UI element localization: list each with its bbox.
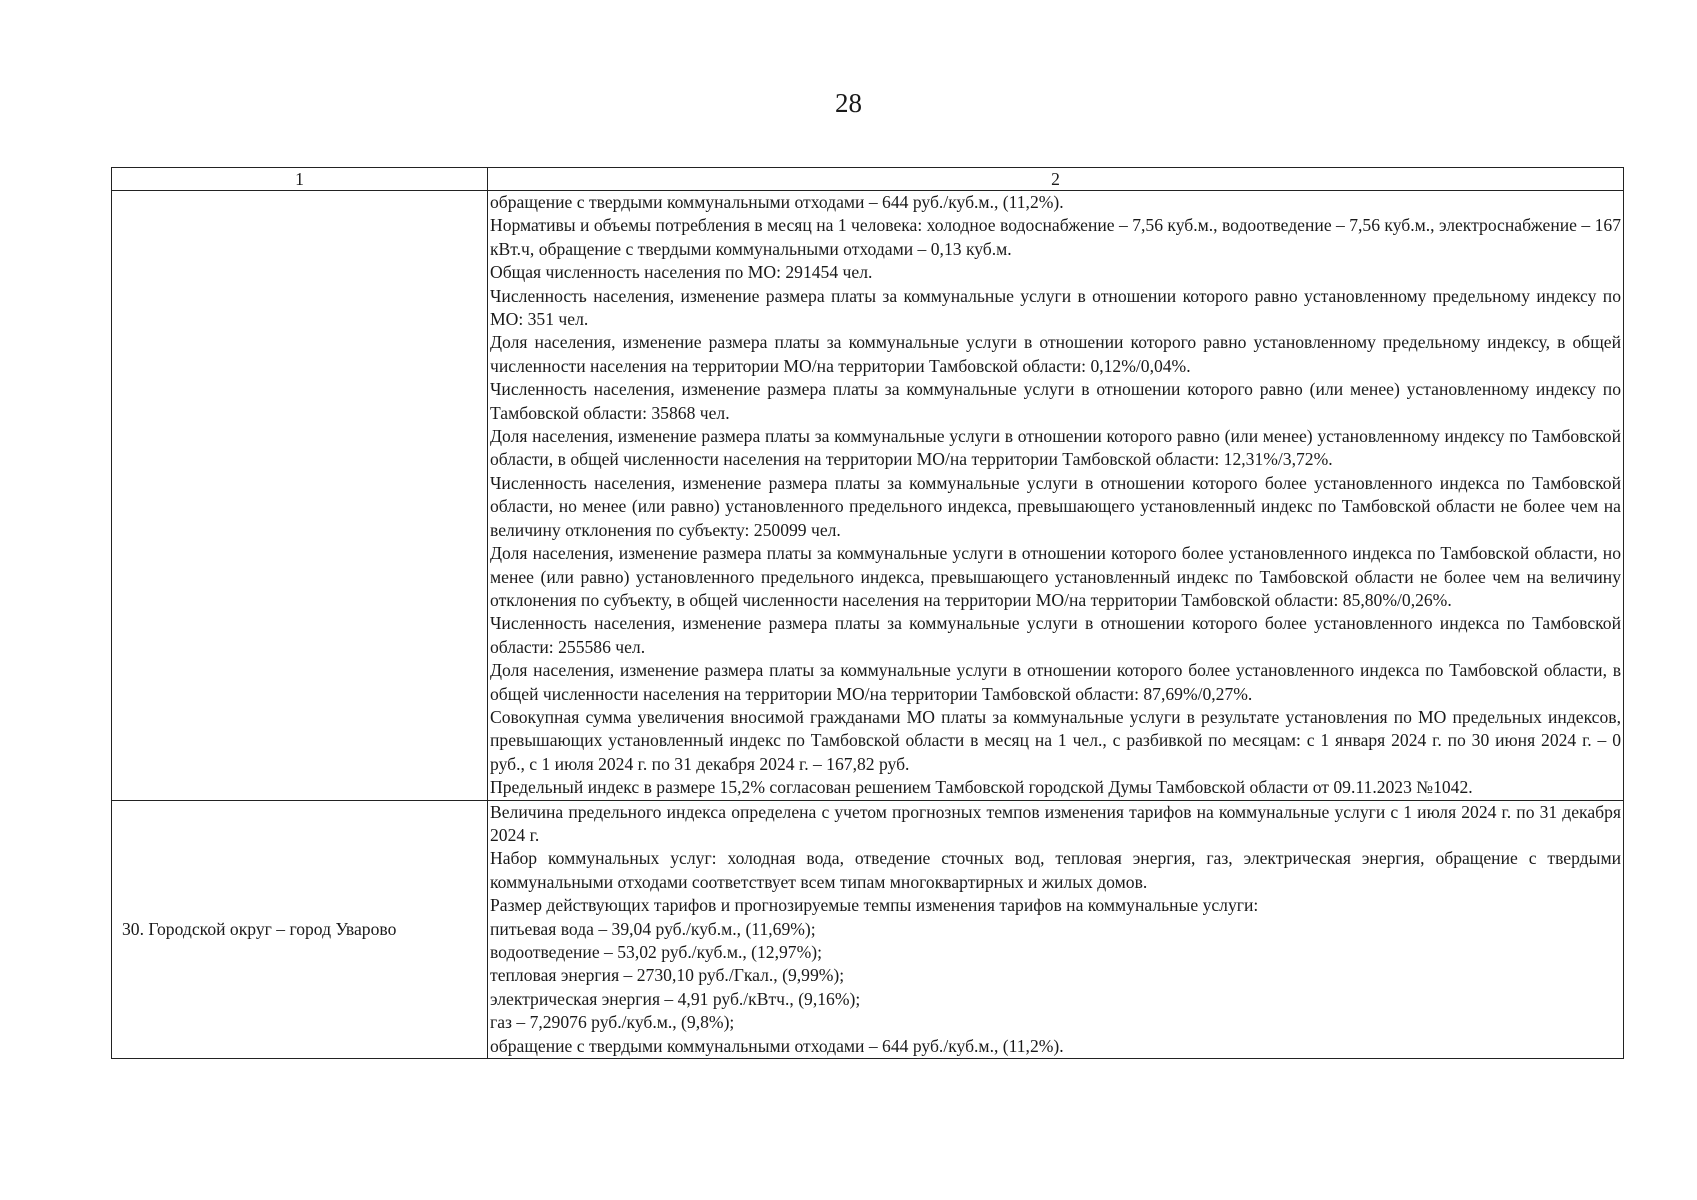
paragraph: Нормативы и объемы потребления в месяц на 1 человека: холодное водоснабжение – 7,56 куб.м., водоотведение – 7,56 куб.м., электроснабжение – 167 кВт.ч, обращение с твердыми коммунальными отходами – 0,13 куб.м.	[490, 215, 1621, 259]
paragraph: питьевая вода – 39,04 руб./куб.м., (11,69%);	[490, 918, 816, 939]
paragraph: Совокупная сумма увеличения вносимой гражданами МО платы за коммунальные услуги в результате установления по МО предельных индексов, превышающих установленный индекс по Тамбовской области в месяц на 1 чел., с разбивкой по месяцам: с 1 января 2024 г. по 30 июня 2024 г. – 0 руб., с 1 июля 2024 г. по 31 декабря 2024 г. – 167,82 руб.	[490, 706, 1621, 774]
paragraph: Численность населения, изменение размера платы за коммунальные услуги в отношении которого равно установленному предельному индексу по МО: 351 чел.	[490, 285, 1621, 330]
paragraph: Общая численность населения по МО: 291454 чел.	[490, 262, 873, 283]
paragraph: обращение с твердыми коммунальными отходами – 644 руб./куб.м., (11,2%).	[490, 192, 1064, 212]
table-row	[112, 191, 1624, 801]
paragraph: водоотведение – 53,02 руб./куб.м., (12,97%);	[490, 942, 822, 962]
paragraph: электрическая энергия – 4,91 руб./кВтч., (9,16%);	[490, 988, 861, 1009]
paragraph: Величина предельного индекса определена с учетом прогнозных темпов изменения тарифов на коммунальные услуги с 1 июля 2024 г. по 31 декабря 2024 г.	[490, 801, 1621, 845]
tariff-table	[111, 167, 1624, 1059]
paragraph: Численность населения, изменение размера платы за коммунальные услуги в отношении которого равно (или менее) установленному индексу по Тамбовской области: 35868 чел.	[490, 379, 1621, 423]
paragraph: Доля населения, изменение размера платы за коммунальные услуги в отношении которого более установленного индекса по Тамбовской области, в общей численности населения на территории МО/на территории Тамбовской области: 87,69%/0,27%.	[490, 660, 1621, 704]
table-header-row	[112, 168, 1624, 191]
row-label: 30. Городской округ – город Уварово	[112, 800, 488, 1058]
page-number: 28	[835, 88, 862, 118]
column-header-2: 2	[488, 168, 1624, 191]
paragraph: Предельный индекс в размере 15,2% согласован решением Тамбовской городской Думы Тамбовской области от 09.11.2023 №1042.	[490, 777, 1473, 798]
paragraph: обращение с твердыми коммунальными отходами – 644 руб./куб.м., (11,2%).	[490, 1035, 1064, 1056]
column-header-1: 1	[112, 168, 488, 191]
paragraph: Размер действующих тарифов и прогнозируемые темпы изменения тарифов на коммунальные услуги:	[490, 895, 1259, 916]
paragraph: Набор коммунальных услуг: холодная вода, отведение сточных вод, тепловая энергия, газ, электрическая энергия, обращение с твердыми коммунальными отходами соответствует всем типам многоквартирных и жилых домов.	[490, 848, 1621, 892]
row-label	[112, 191, 488, 801]
paragraph: Численность населения, изменение размера платы за коммунальные услуги в отношении которого более установленного индекса по Тамбовской области, но менее (или равно) установленного предельного индекса, превышающего установленный индекс по Тамбовской области не более чем на величину отклонения по субъекту: 250099 чел.	[490, 472, 1621, 540]
paragraph: Доля населения, изменение размера платы за коммунальные услуги в отношении которого равно (или менее) установленному индексу по Тамбовской области, в общей численности населения на территории МО/на территории Тамбовской области: 12,31%/3,72%.	[490, 426, 1621, 470]
paragraph: газ – 7,29076 руб./куб.м., (9,8%);	[490, 1012, 735, 1033]
paragraph: Численность населения, изменение размера платы за коммунальные услуги в отношении которого более установленного индекса по Тамбовской области: 255586 чел.	[490, 613, 1621, 657]
table-row	[112, 800, 1624, 1058]
row-content	[488, 191, 1624, 801]
paragraph: Доля населения, изменение размера платы за коммунальные услуги в отношении которого равно установленному предельному индексу, в общей численности населения на территории МО/на территории Тамбовской области: 0,12%/0,04%.	[490, 332, 1621, 376]
paragraph: тепловая энергия – 2730,10 руб./Гкал., (9,99%);	[490, 965, 845, 986]
paragraph: Доля населения, изменение размера платы за коммунальные услуги в отношении которого более установленного индекса по Тамбовской области, но менее (или равно) установленного предельного индекса, превышающего установленный индекс по Тамбовской области не более чем на величину отклонения по субъекту, в общей численности населения на территории МО/на территории Тамбовской области: 85,80%/0,26%.	[490, 543, 1621, 610]
row-content	[488, 800, 1624, 1058]
